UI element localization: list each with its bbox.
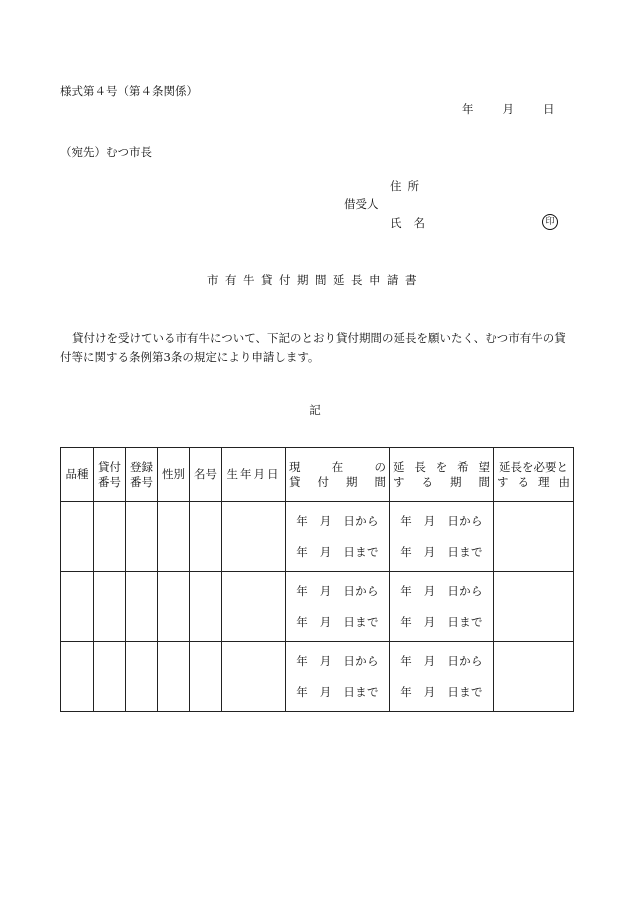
current-period-from: 年 月 日から: [296, 584, 379, 599]
cell-birth-date[interactable]: [222, 572, 286, 642]
extension-period-from: 年 月 日から: [400, 514, 483, 529]
header-extension-period-d2: 期: [450, 474, 462, 489]
current-period-to: 年 月 日まで: [296, 544, 379, 559]
table-row: [61, 502, 574, 572]
header-extension-period-c0: 延: [393, 459, 405, 474]
header-extension-period-line2: [390, 475, 493, 490]
header-current-period-line2: [286, 475, 389, 490]
header-current-period-d2: 期: [346, 474, 358, 489]
cell-sex[interactable]: [158, 502, 190, 572]
extension-period-to: 年 月 日まで: [400, 544, 483, 559]
document-title: 市有牛貸付期間延長申請書: [207, 273, 423, 287]
name-label: 氏名: [390, 216, 437, 230]
current-period-range: [286, 502, 389, 571]
cell-loan-number[interactable]: [94, 502, 126, 572]
borrower-label: 借受人: [344, 197, 379, 211]
current-period-to: 年 月 日まで: [296, 614, 379, 629]
header-extension-period-d1: る: [421, 474, 433, 489]
cell-registration-number[interactable]: [126, 502, 158, 572]
extension-period-from: 年 月 日から: [400, 654, 483, 669]
current-period-from: 年 月 日から: [296, 654, 379, 669]
form-number: 様式第４号（第４条関係）: [60, 84, 198, 98]
seal-icon: 印: [542, 214, 558, 230]
header-current-period-d1: 付: [317, 474, 329, 489]
cell-extension-period[interactable]: [390, 502, 494, 572]
header-row: [61, 448, 574, 502]
header-loan-number: [94, 448, 126, 502]
cell-breed[interactable]: [61, 642, 94, 712]
cell-sex[interactable]: [158, 572, 190, 642]
header-name: 名号: [190, 448, 222, 502]
header-registration-number-line1: 登録: [130, 459, 153, 474]
cell-name[interactable]: [190, 572, 222, 642]
header-extension-period-d0: す: [393, 474, 405, 489]
header-extension-reason-d1: る: [517, 474, 529, 489]
cell-extension-period[interactable]: [390, 642, 494, 712]
cell-extension-reason[interactable]: [494, 502, 574, 572]
date-year: 年: [462, 102, 474, 116]
date-day: 日: [543, 102, 555, 116]
header-loan-number-line2: 番号: [98, 474, 121, 489]
extension-period-range: [390, 572, 493, 641]
header-extension-reason-d3: 由: [558, 474, 570, 489]
current-period-range: [286, 572, 389, 641]
header-current-period-d0: 貸: [289, 474, 301, 489]
cell-name[interactable]: [190, 642, 222, 712]
header-sex: 性別: [158, 448, 190, 502]
cell-birth-date[interactable]: [222, 642, 286, 712]
table-row: [61, 572, 574, 642]
header-extension-period-c3: 希: [457, 459, 469, 474]
header-extension-period-c1: 長: [414, 459, 426, 474]
header-current-period-c1: 在: [331, 459, 344, 474]
current-period-from: 年 月 日から: [296, 514, 379, 529]
header-breed: 品種: [61, 448, 94, 502]
application-table: [60, 447, 574, 712]
header-extension-reason-line1: 延長を必要と: [499, 459, 568, 474]
cell-current-period[interactable]: [286, 642, 390, 712]
header-registration-number-line2: 番号: [130, 474, 153, 489]
header-current-period-d3: 間: [374, 474, 386, 489]
current-period-range: [286, 642, 389, 711]
cell-loan-number[interactable]: [94, 572, 126, 642]
cell-breed[interactable]: [61, 572, 94, 642]
header-current-period-c2: の: [374, 459, 386, 474]
header-extension-period-c4: 望: [478, 459, 490, 474]
date-month: 月: [502, 102, 514, 116]
header-current-period-line1: [286, 460, 389, 475]
address-label: 住所: [390, 179, 425, 193]
cell-registration-number[interactable]: [126, 572, 158, 642]
ki-heading: 記: [309, 403, 321, 417]
header-extension-period-c2: を: [435, 459, 448, 474]
cell-current-period[interactable]: [286, 572, 390, 642]
cell-extension-reason[interactable]: [494, 572, 574, 642]
cell-name[interactable]: [190, 502, 222, 572]
header-extension-reason-d2: 理: [538, 474, 550, 489]
extension-period-to: 年 月 日まで: [400, 614, 483, 629]
header-extension-period-line1: [390, 460, 493, 475]
cell-extension-reason[interactable]: [494, 642, 574, 712]
cell-extension-period[interactable]: [390, 572, 494, 642]
header-extension-reason-line2: [494, 475, 573, 490]
header-extension-reason: [494, 448, 574, 502]
application-date: [462, 104, 561, 116]
cell-sex[interactable]: [158, 642, 190, 712]
cell-breed[interactable]: [61, 502, 94, 572]
table-row: [61, 642, 574, 712]
extension-period-to: 年 月 日まで: [400, 684, 483, 699]
cell-current-period[interactable]: [286, 502, 390, 572]
header-birth-date: 生年月日: [222, 448, 286, 502]
header-current-period-c0: 現: [289, 459, 301, 474]
cell-loan-number[interactable]: [94, 642, 126, 712]
header-extension-period-d3: 間: [478, 474, 490, 489]
header-registration-number: [126, 448, 158, 502]
current-period-to: 年 月 日まで: [296, 684, 379, 699]
extension-period-from: 年 月 日から: [400, 584, 483, 599]
cell-birth-date[interactable]: [222, 502, 286, 572]
cell-registration-number[interactable]: [126, 642, 158, 712]
header-current-period: [286, 448, 390, 502]
extension-period-range: [390, 502, 493, 571]
addressee: （宛先）むつ市長: [60, 145, 152, 159]
header-extension-reason-d0: す: [497, 474, 509, 489]
header-extension-period: [390, 448, 494, 502]
extension-period-range: [390, 642, 493, 711]
header-loan-number-line1: 貸付: [98, 459, 121, 474]
body-text: 貸付けを受けている市有牛について、下記のとおり貸付期間の延長を願いたく、むつ市有牛の貸付等に関する条例第3条の規定により申請します。: [60, 331, 566, 364]
